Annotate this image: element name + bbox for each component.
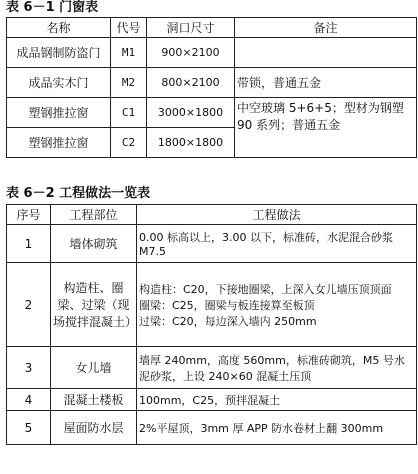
table-row — [7, 38, 417, 68]
method-line: 构造柱：C20，下接地圈梁，上深入女儿墙压顶顶面 — [139, 282, 392, 296]
row-code: C1 — [111, 98, 147, 128]
row-method: 0.00 标高以上，3.00 以下，标准砖，水泥混合砂浆 M7.5 — [137, 225, 417, 263]
row-no: 2 — [7, 263, 51, 347]
row-size: 800×2100 — [147, 68, 235, 98]
row-name: 塑钢推拉窗 — [7, 98, 111, 128]
row-part: 女儿墙 — [51, 347, 137, 389]
table-row — [7, 347, 417, 389]
row-method — [137, 263, 417, 347]
table-row — [7, 263, 417, 347]
header-method: 工程做法 — [137, 205, 417, 225]
construction-method-table — [6, 204, 417, 445]
row-no: 1 — [7, 225, 51, 263]
row-size: 3000×1800 — [147, 98, 235, 128]
row-no: 3 — [7, 347, 51, 389]
header-no: 序号 — [7, 205, 51, 225]
table-row — [7, 225, 417, 263]
header-size: 洞口尺寸 — [147, 18, 235, 38]
table2-header-row — [7, 205, 417, 225]
table-row — [7, 411, 417, 445]
table1-header-row — [7, 18, 417, 38]
table-row — [7, 389, 417, 411]
row-size: 1800×1800 — [147, 128, 235, 158]
row-no: 5 — [7, 411, 51, 445]
row-part: 屋面防水层 — [51, 411, 137, 445]
row-note: 中空玻璃 5+6+5；型材为钢塑 90 系列；普通五金 — [235, 98, 417, 158]
row-no: 4 — [7, 389, 51, 411]
row-note: 带锁，普通五金 — [235, 68, 417, 98]
row-note — [235, 38, 417, 68]
row-method: 墙厚 240mm，高度 560mm，标准砖砌筑，M5 号水泥砂浆，上设 240×60 混凝土压顶 — [137, 347, 417, 389]
table1-caption: 表 6－1 门窗表 — [6, 0, 99, 15]
header-name: 名称 — [7, 18, 111, 38]
row-part: 墙体砌筑 — [51, 225, 137, 263]
header-note: 备注 — [235, 18, 417, 38]
row-method: 100mm，C25，预拌混凝土 — [137, 389, 417, 411]
row-name: 成品实木门 — [7, 68, 111, 98]
row-code: M1 — [111, 38, 147, 68]
row-code: C2 — [111, 128, 147, 158]
door-window-table — [6, 17, 417, 158]
row-name: 塑钢推拉窗 — [7, 128, 111, 158]
header-part: 工程部位 — [51, 205, 137, 225]
row-part: 构造柱、圈梁、过梁（现场搅拌混凝土） — [51, 263, 137, 347]
row-method: 2%平屋顶，3mm 厚 APP 防水卷材上翻 300mm — [137, 411, 417, 445]
row-code: M2 — [111, 68, 147, 98]
table2-caption: 表 6－2 工程做法一览表 — [6, 186, 151, 201]
method-line: 圈梁：C25，圈梁与板连接算至板顶 — [139, 298, 315, 312]
header-code: 代号 — [111, 18, 147, 38]
table-row — [7, 68, 417, 98]
row-name: 成品钢制防盗门 — [7, 38, 111, 68]
method-line: 过梁：C20，每边深入墙内 250mm — [139, 314, 317, 328]
row-part: 混凝土楼板 — [51, 389, 137, 411]
table-row — [7, 98, 417, 128]
row-size: 900×2100 — [147, 38, 235, 68]
